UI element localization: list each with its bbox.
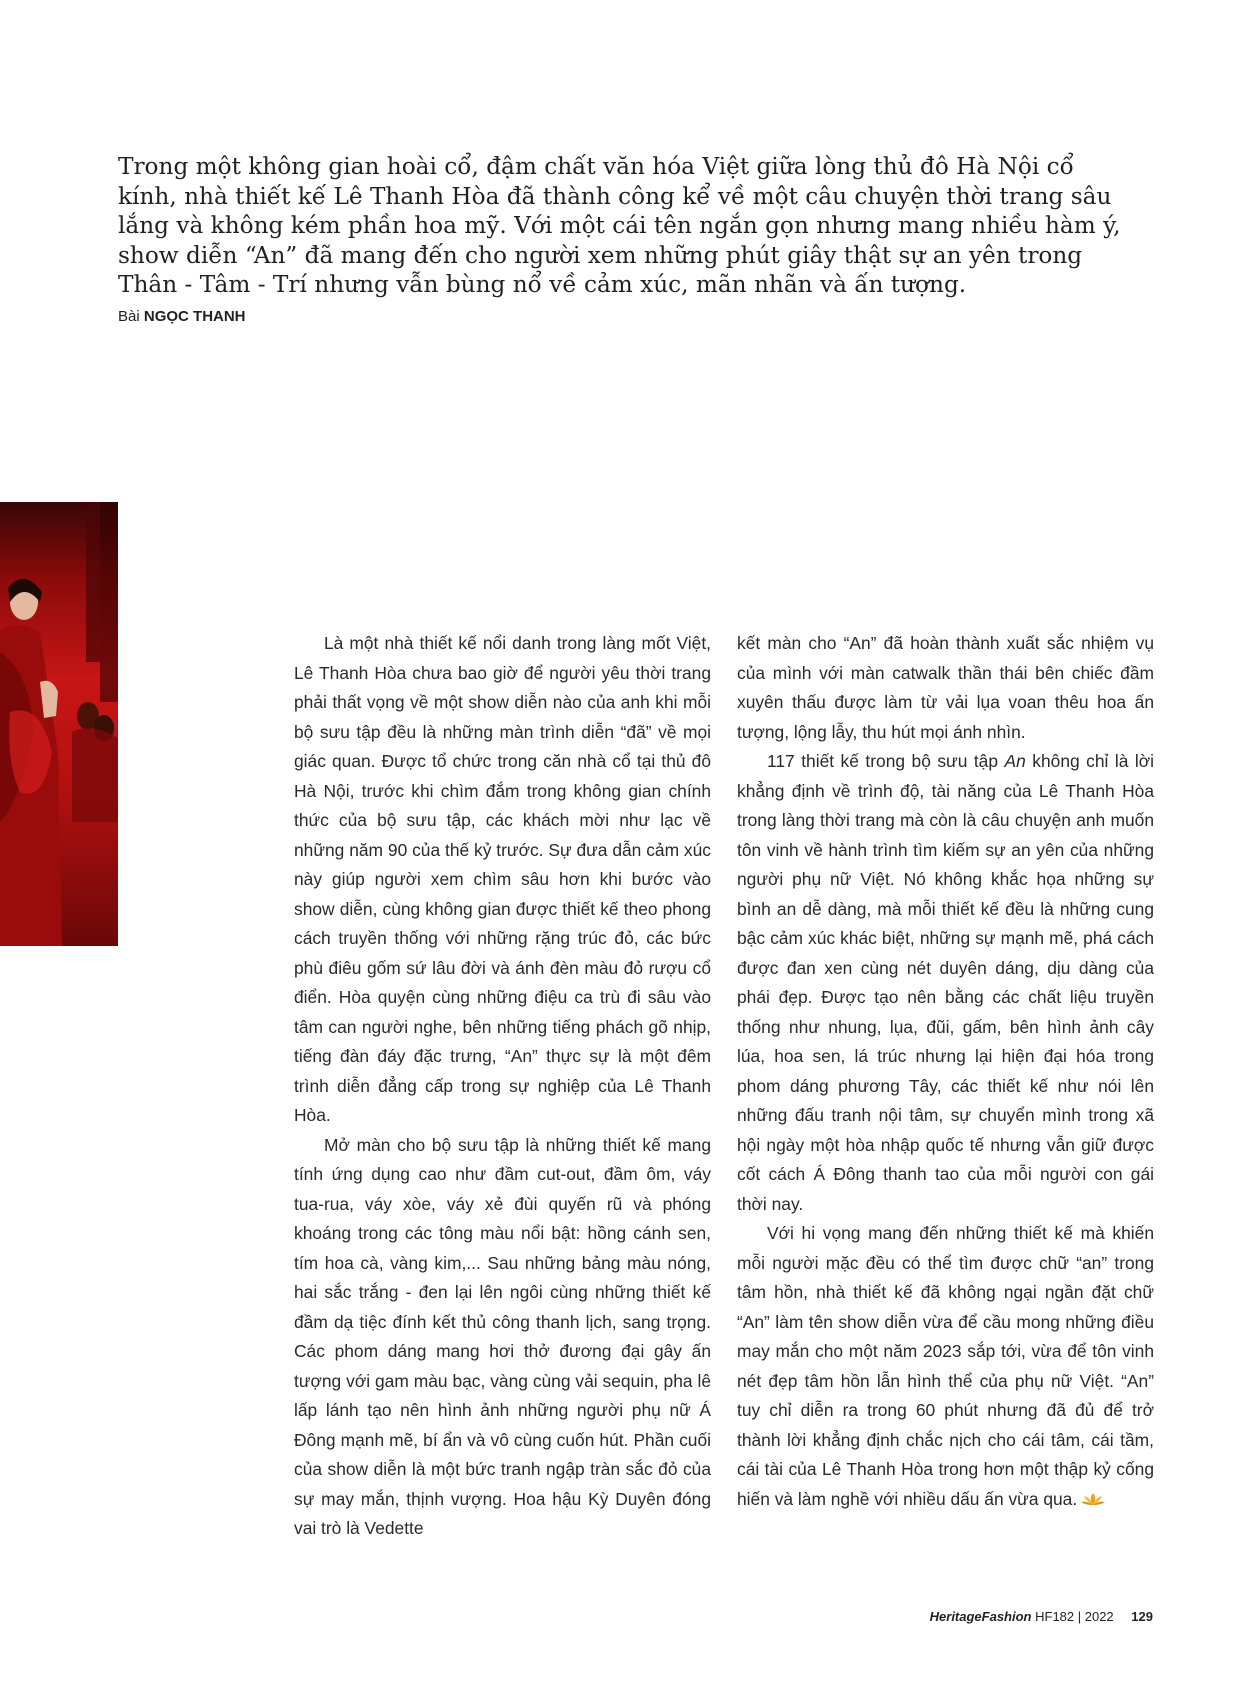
page-number: 129: [1131, 1609, 1153, 1624]
byline-author: NGỌC THANH: [143, 308, 246, 325]
body-paragraph: Mở màn cho bộ sưu tập là những thiết kế mang tính ứng dụng cao như đầm cut-out, đầm ôm, váy tua-rua, váy xòe, váy xẻ đùi quyến rũ và phóng khoáng trong các tông màu nổi bật: hồng cánh sen, tím hoa cà, vàng kim,... Sau những bảng màu nóng, hai sắc trắng - đen lại lên ngôi cùng những thiết kế đầm dạ tiệc đính kết thủ công thanh lịch, sang trọng. Các phom dáng mang hơi thở đương đại gây ấn tượng với gam màu bạc, vàng cùng vải sequin, pha lê lấp lánh tạo nên hình ảnh những người phụ nữ Á Đông mạnh mẽ, bí ẩn và vô cùng cuốn hút. Phần cuối của show diễn là một bức tranh ngập tràn sắc đỏ của sự may mắn, thịnh vượng. Hoa hậu Kỳ Duyên đóng vai trò là Vedette: [294, 1134, 711, 1538]
body-paragraph: Là một nhà thiết kế nổi danh trong làng mốt Việt, Lê Thanh Hòa chưa bao giờ để người yêu thời trang phải thất vọng về một show diễn nào của anh khi mỗi bộ sưu tập đều là những màn trình diễn “đã” về mọi giác quan. Được tổ chức trong căn nhà cổ tại thủ đô Hà Nội, trước khi chìm đắm trong không gian chính thức của bộ sưu tập, các khách mời như lạc về những năm 90 của thế kỷ trước. Sự đưa dẫn cảm xúc này giúp người xem chìm sâu hơn khi bước vào show diễn, cùng không gian được thiết kế theo phong cách truyền thống với những rặng trúc đỏ, các bức phù điêu gốm sứ lâu đời và ánh đèn màu đỏ rượu cổ điển. Hòa quyện cùng những điệu ca trù đi sâu vào tâm can người nghe, bên những tiếng phách gõ nhịp, tiếng đàn đáy đặc trưng, “An” thực sự là một đêm trình diễn đẳng cấp trong sự nghiệp của Lê Thanh Hòa.: [294, 633, 711, 1125]
body-paragraph: [737, 747, 1154, 1219]
issue-label: HF182 | 2022: [1035, 1609, 1114, 1624]
body-column-right: [737, 629, 1154, 1514]
paragraph-text: không chỉ là lời khẳng định về trình độ, tài năng của Lê Thanh Hòa trong làng thời trang mà còn là câu chuyện anh muốn tôn vinh về hành trình tìm kiếm sự an yên của những người phụ nữ Việt. Nó không khắc họa những sự bình an dễ dàng, mà mỗi thiết kế đều là những cung bậc cảm xúc khác biệt, những sự mạnh mẽ, phá cách được đan xen cùng nét duyên dáng, dịu dàng của phái đẹp. Được tạo nên bằng các chất liệu truyền thống như nhung, lụa, đũi, gấm, bên hình ảnh cây lúa, hoa sen, lá trúc nhưng lại hiện đại hóa trong phom dáng phương Tây, các thiết kế như nói lên những đấu tranh nội tâm, sự chuyển mình trong xã hội ngày một hòa nhập quốc tế nhưng vẫn giữ được cốt cách Á Đông thanh tao của mỗi người con gái thời nay.: [737, 751, 1155, 1214]
magazine-brand: HeritageFashion: [929, 1609, 1032, 1624]
body-paragraph: [737, 1219, 1154, 1514]
paragraph-text: Với hi vọng mang đến những thiết kế mà khiến mỗi người mặc đều có thể tìm được chữ “an” trong tâm hồn, nhà thiết kế đã không ngại ngần đặt chữ “An” làm tên show diễn vừa để cầu mong những điều may mắn cho một năm 2023 sắp tới, vừa để tôn vinh nét đẹp tâm hồn lẫn hình thể của phụ nữ Việt. “An” tuy chỉ diễn ra trong 60 phút nhưng đã đủ để trở thành lời khẳng định chắc nịch cho cái tâm, cái tầm, cái tài của Lê Thanh Hòa trong hơn một thập kỷ cống hiến và làm nghề với nhiều dấu ấn vừa qua.: [737, 1223, 1154, 1509]
byline-prefix: Bài: [118, 308, 140, 325]
runway-photo-illustration: [0, 502, 118, 946]
body-paragraph-continued: kết màn cho “An” đã hoàn thành xuất sắc nhiệm vụ của mình với màn catwalk thần thái bên chiếc đầm xuyên thấu được làm từ vải lụa voan thêu hoa ấn tượng, lộng lẫy, thu hút mọi ánh nhìn.: [737, 633, 1154, 742]
page-footer: [930, 1609, 1153, 1624]
paragraph-text: 117 thiết kế trong bộ sưu tập: [767, 751, 1005, 771]
byline: [118, 308, 246, 325]
lede-paragraph: Trong một không gian hoài cổ, đậm chất văn hóa Việt giữa lòng thủ đô Hà Nội cổ kính, nhà thiết kế Lê Thanh Hòa đã thành công kể về một câu chuyện thời trang sâu lắng và không kém phần hoa mỹ. Với một cái tên ngắn gọn nhưng mang nhiều hàm ý, show diễn “An” đã mang đến cho người xem những phút giây thật sự an yên trong Thân - Tâm - Trí nhưng vẫn bùng nổ về cảm xúc, mãn nhãn và ấn tượng.: [118, 153, 1121, 299]
collection-title: An: [1004, 751, 1026, 771]
runway-photo: [0, 502, 118, 946]
lotus-end-mark-icon: [1081, 1492, 1105, 1506]
body-column-left: [294, 629, 711, 1544]
